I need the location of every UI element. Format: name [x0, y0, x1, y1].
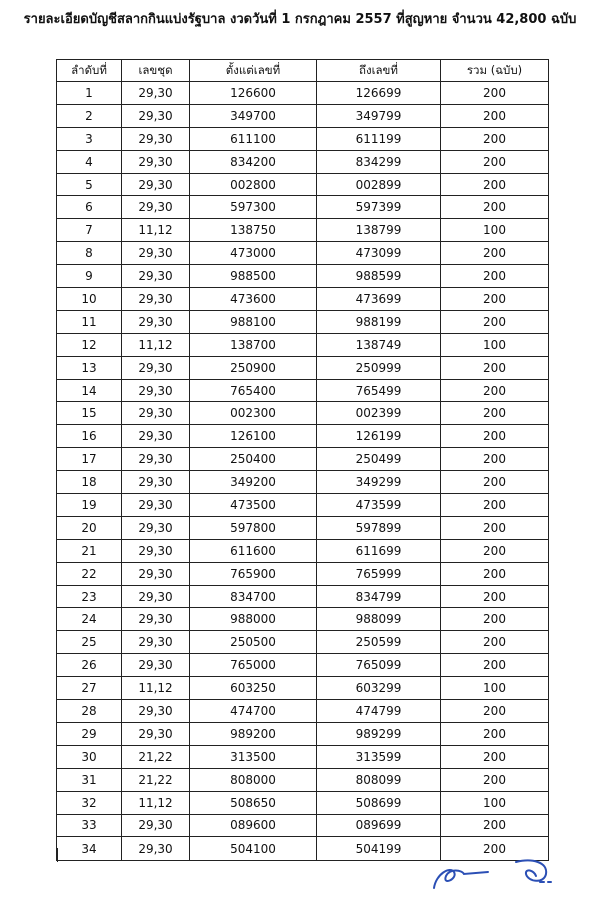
- cell-no: 25: [57, 631, 122, 654]
- cell-total: 200: [441, 127, 549, 150]
- cell-total: 200: [441, 242, 549, 265]
- cell-set: 29,30: [122, 150, 190, 173]
- cell-set: 29,30: [122, 288, 190, 311]
- cell-set: 29,30: [122, 700, 190, 723]
- cell-total: 200: [441, 379, 549, 402]
- cell-set: 29,30: [122, 722, 190, 745]
- cell-no: 11: [57, 310, 122, 333]
- cell-total: 200: [441, 539, 549, 562]
- cell-set: 29,30: [122, 379, 190, 402]
- table-row: [57, 516, 549, 539]
- cell-total: 200: [441, 471, 549, 494]
- cell-to: 765499: [317, 379, 441, 402]
- cell-to: 597399: [317, 196, 441, 219]
- cell-from: 988100: [190, 310, 317, 333]
- cell-total: 200: [441, 173, 549, 196]
- cell-total: 200: [441, 837, 549, 861]
- signatures: [428, 852, 558, 894]
- cell-no: 30: [57, 745, 122, 768]
- cell-from: 473600: [190, 288, 317, 311]
- cell-set: 29,30: [122, 837, 190, 861]
- table-row: [57, 494, 549, 517]
- table-border-tail: [57, 848, 58, 862]
- cell-from: 349200: [190, 471, 317, 494]
- cell-to: 138749: [317, 333, 441, 356]
- cell-no: 9: [57, 265, 122, 288]
- table-row: [57, 356, 549, 379]
- cell-total: 100: [441, 791, 549, 814]
- cell-set: 29,30: [122, 196, 190, 219]
- cell-no: 10: [57, 288, 122, 311]
- table-row: [57, 333, 549, 356]
- cell-to: 126699: [317, 82, 441, 105]
- cell-no: 33: [57, 814, 122, 837]
- table-row: [57, 82, 549, 105]
- cell-no: 21: [57, 539, 122, 562]
- cell-to: 250599: [317, 631, 441, 654]
- table-row: [57, 173, 549, 196]
- table-row: [57, 288, 549, 311]
- cell-total: 200: [441, 631, 549, 654]
- cell-to: 988599: [317, 265, 441, 288]
- table-row: [57, 539, 549, 562]
- cell-no: 2: [57, 104, 122, 127]
- cell-from: 349700: [190, 104, 317, 127]
- cell-from: 250400: [190, 448, 317, 471]
- table-row: [57, 471, 549, 494]
- cell-set: 29,30: [122, 356, 190, 379]
- cell-total: 200: [441, 82, 549, 105]
- cell-to: 250499: [317, 448, 441, 471]
- cell-to: 089699: [317, 814, 441, 837]
- cell-total: 200: [441, 562, 549, 585]
- cell-no: 16: [57, 425, 122, 448]
- page-title: รายละเอียดบัญชีสลากกินแบ่งรัฐบาล งวดวันที่ 1 กรกฎาคม 2557 ที่สูญหาย จำนวน 42,800 ฉบับ: [23, 12, 577, 27]
- cell-total: 100: [441, 677, 549, 700]
- cell-from: 834700: [190, 585, 317, 608]
- cell-to: 473599: [317, 494, 441, 517]
- cell-no: 13: [57, 356, 122, 379]
- cell-no: 14: [57, 379, 122, 402]
- cell-no: 12: [57, 333, 122, 356]
- cell-from: 138700: [190, 333, 317, 356]
- cell-from: 808000: [190, 768, 317, 791]
- cell-to: 597899: [317, 516, 441, 539]
- table-row: [57, 448, 549, 471]
- cell-no: 24: [57, 608, 122, 631]
- cell-total: 200: [441, 745, 549, 768]
- cell-no: 15: [57, 402, 122, 425]
- table-row: [57, 562, 549, 585]
- cell-set: 29,30: [122, 448, 190, 471]
- cell-no: 8: [57, 242, 122, 265]
- table-row: [57, 310, 549, 333]
- cell-no: 7: [57, 219, 122, 242]
- cell-no: 34: [57, 837, 122, 861]
- cell-to: 834299: [317, 150, 441, 173]
- cell-total: 200: [441, 425, 549, 448]
- cell-to: 002899: [317, 173, 441, 196]
- cell-set: 29,30: [122, 402, 190, 425]
- cell-to: 313599: [317, 745, 441, 768]
- cell-to: 989299: [317, 722, 441, 745]
- cell-total: 200: [441, 288, 549, 311]
- cell-set: 29,30: [122, 242, 190, 265]
- cell-set: 29,30: [122, 814, 190, 837]
- cell-no: 32: [57, 791, 122, 814]
- cell-to: 988199: [317, 310, 441, 333]
- cell-set: 11,12: [122, 219, 190, 242]
- cell-to: 611699: [317, 539, 441, 562]
- cell-from: 765000: [190, 654, 317, 677]
- cell-total: 200: [441, 356, 549, 379]
- cell-no: 27: [57, 677, 122, 700]
- cell-total: 200: [441, 310, 549, 333]
- table-row: [57, 814, 549, 837]
- table-row: [57, 585, 549, 608]
- cell-total: 200: [441, 448, 549, 471]
- cell-to: 504199: [317, 837, 441, 861]
- cell-no: 4: [57, 150, 122, 173]
- cell-from: 988000: [190, 608, 317, 631]
- lost-lottery-table: [56, 59, 549, 861]
- cell-set: 29,30: [122, 127, 190, 150]
- cell-set: 29,30: [122, 516, 190, 539]
- cell-total: 200: [441, 265, 549, 288]
- cell-to: 473099: [317, 242, 441, 265]
- cell-no: 23: [57, 585, 122, 608]
- cell-to: 611199: [317, 127, 441, 150]
- cell-total: 200: [441, 722, 549, 745]
- cell-to: 834799: [317, 585, 441, 608]
- cell-set: 29,30: [122, 310, 190, 333]
- table-row: [57, 425, 549, 448]
- cell-from: 002300: [190, 402, 317, 425]
- cell-to: 138799: [317, 219, 441, 242]
- cell-from: 597300: [190, 196, 317, 219]
- cell-from: 508650: [190, 791, 317, 814]
- table-row: [57, 700, 549, 723]
- cell-set: 29,30: [122, 471, 190, 494]
- table-row: [57, 196, 549, 219]
- cell-no: 19: [57, 494, 122, 517]
- cell-from: 988500: [190, 265, 317, 288]
- cell-from: 603250: [190, 677, 317, 700]
- cell-to: 988099: [317, 608, 441, 631]
- table-row: [57, 722, 549, 745]
- cell-from: 611600: [190, 539, 317, 562]
- cell-from: 002800: [190, 173, 317, 196]
- cell-no: 6: [57, 196, 122, 219]
- cell-from: 765400: [190, 379, 317, 402]
- cell-set: 11,12: [122, 791, 190, 814]
- cell-no: 31: [57, 768, 122, 791]
- cell-from: 138750: [190, 219, 317, 242]
- cell-set: 11,12: [122, 333, 190, 356]
- cell-no: 1: [57, 82, 122, 105]
- cell-from: 250500: [190, 631, 317, 654]
- cell-from: 834200: [190, 150, 317, 173]
- table-row: [57, 768, 549, 791]
- cell-to: 508699: [317, 791, 441, 814]
- header-from: ตั้งแต่เลขที่: [190, 60, 317, 82]
- cell-set: 29,30: [122, 539, 190, 562]
- table-row: [57, 265, 549, 288]
- cell-from: 504100: [190, 837, 317, 861]
- cell-total: 200: [441, 608, 549, 631]
- cell-to: 808099: [317, 768, 441, 791]
- cell-no: 17: [57, 448, 122, 471]
- cell-from: 473500: [190, 494, 317, 517]
- table-row: [57, 127, 549, 150]
- cell-total: 200: [441, 494, 549, 517]
- cell-to: 474799: [317, 700, 441, 723]
- header-no: ลำดับที่: [57, 60, 122, 82]
- cell-from: 089600: [190, 814, 317, 837]
- cell-to: 349299: [317, 471, 441, 494]
- table-row: [57, 631, 549, 654]
- cell-from: 989200: [190, 722, 317, 745]
- table-row: [57, 654, 549, 677]
- cell-from: 611100: [190, 127, 317, 150]
- cell-set: 29,30: [122, 585, 190, 608]
- cell-set: 29,30: [122, 494, 190, 517]
- cell-from: 313500: [190, 745, 317, 768]
- cell-no: 5: [57, 173, 122, 196]
- cell-total: 200: [441, 768, 549, 791]
- cell-set: 29,30: [122, 104, 190, 127]
- cell-set: 29,30: [122, 608, 190, 631]
- table-row: [57, 791, 549, 814]
- cell-to: 765099: [317, 654, 441, 677]
- cell-total: 100: [441, 219, 549, 242]
- cell-to: 126199: [317, 425, 441, 448]
- cell-set: 29,30: [122, 654, 190, 677]
- signature-second: [516, 861, 551, 883]
- cell-from: 126600: [190, 82, 317, 105]
- table-row: [57, 150, 549, 173]
- cell-total: 100: [441, 333, 549, 356]
- cell-no: 3: [57, 127, 122, 150]
- table-row: [57, 379, 549, 402]
- table-row: [57, 745, 549, 768]
- cell-total: 200: [441, 104, 549, 127]
- cell-to: 473699: [317, 288, 441, 311]
- cell-total: 200: [441, 814, 549, 837]
- header-set: เลขชุด: [122, 60, 190, 82]
- cell-set: 11,12: [122, 677, 190, 700]
- cell-no: 26: [57, 654, 122, 677]
- cell-from: 126100: [190, 425, 317, 448]
- table-row: [57, 242, 549, 265]
- cell-set: 29,30: [122, 173, 190, 196]
- table-row: [57, 104, 549, 127]
- cell-set: 29,30: [122, 82, 190, 105]
- cell-set: 21,22: [122, 745, 190, 768]
- cell-from: 250900: [190, 356, 317, 379]
- cell-from: 597800: [190, 516, 317, 539]
- cell-set: 29,30: [122, 562, 190, 585]
- cell-from: 474700: [190, 700, 317, 723]
- cell-from: 765900: [190, 562, 317, 585]
- cell-to: 765999: [317, 562, 441, 585]
- cell-total: 200: [441, 516, 549, 539]
- cell-to: 002399: [317, 402, 441, 425]
- cell-to: 603299: [317, 677, 441, 700]
- cell-to: 250999: [317, 356, 441, 379]
- cell-set: 29,30: [122, 631, 190, 654]
- table-row: [57, 608, 549, 631]
- cell-no: 22: [57, 562, 122, 585]
- cell-set: 29,30: [122, 425, 190, 448]
- cell-no: 20: [57, 516, 122, 539]
- cell-set: 29,30: [122, 265, 190, 288]
- cell-set: 21,22: [122, 768, 190, 791]
- cell-no: 29: [57, 722, 122, 745]
- cell-total: 200: [441, 150, 549, 173]
- cell-no: 18: [57, 471, 122, 494]
- header-total: รวม (ฉบับ): [441, 60, 549, 82]
- cell-total: 200: [441, 585, 549, 608]
- table-header-row: [57, 60, 549, 82]
- cell-from: 473000: [190, 242, 317, 265]
- cell-to: 349799: [317, 104, 441, 127]
- header-to: ถึงเลขที่: [317, 60, 441, 82]
- cell-total: 200: [441, 402, 549, 425]
- table-row: [57, 402, 549, 425]
- cell-total: 200: [441, 700, 549, 723]
- table-body: [57, 82, 549, 861]
- signature-first: [434, 870, 488, 888]
- cell-total: 200: [441, 196, 549, 219]
- table-row: [57, 219, 549, 242]
- table-row: [57, 677, 549, 700]
- cell-no: 28: [57, 700, 122, 723]
- cell-total: 200: [441, 654, 549, 677]
